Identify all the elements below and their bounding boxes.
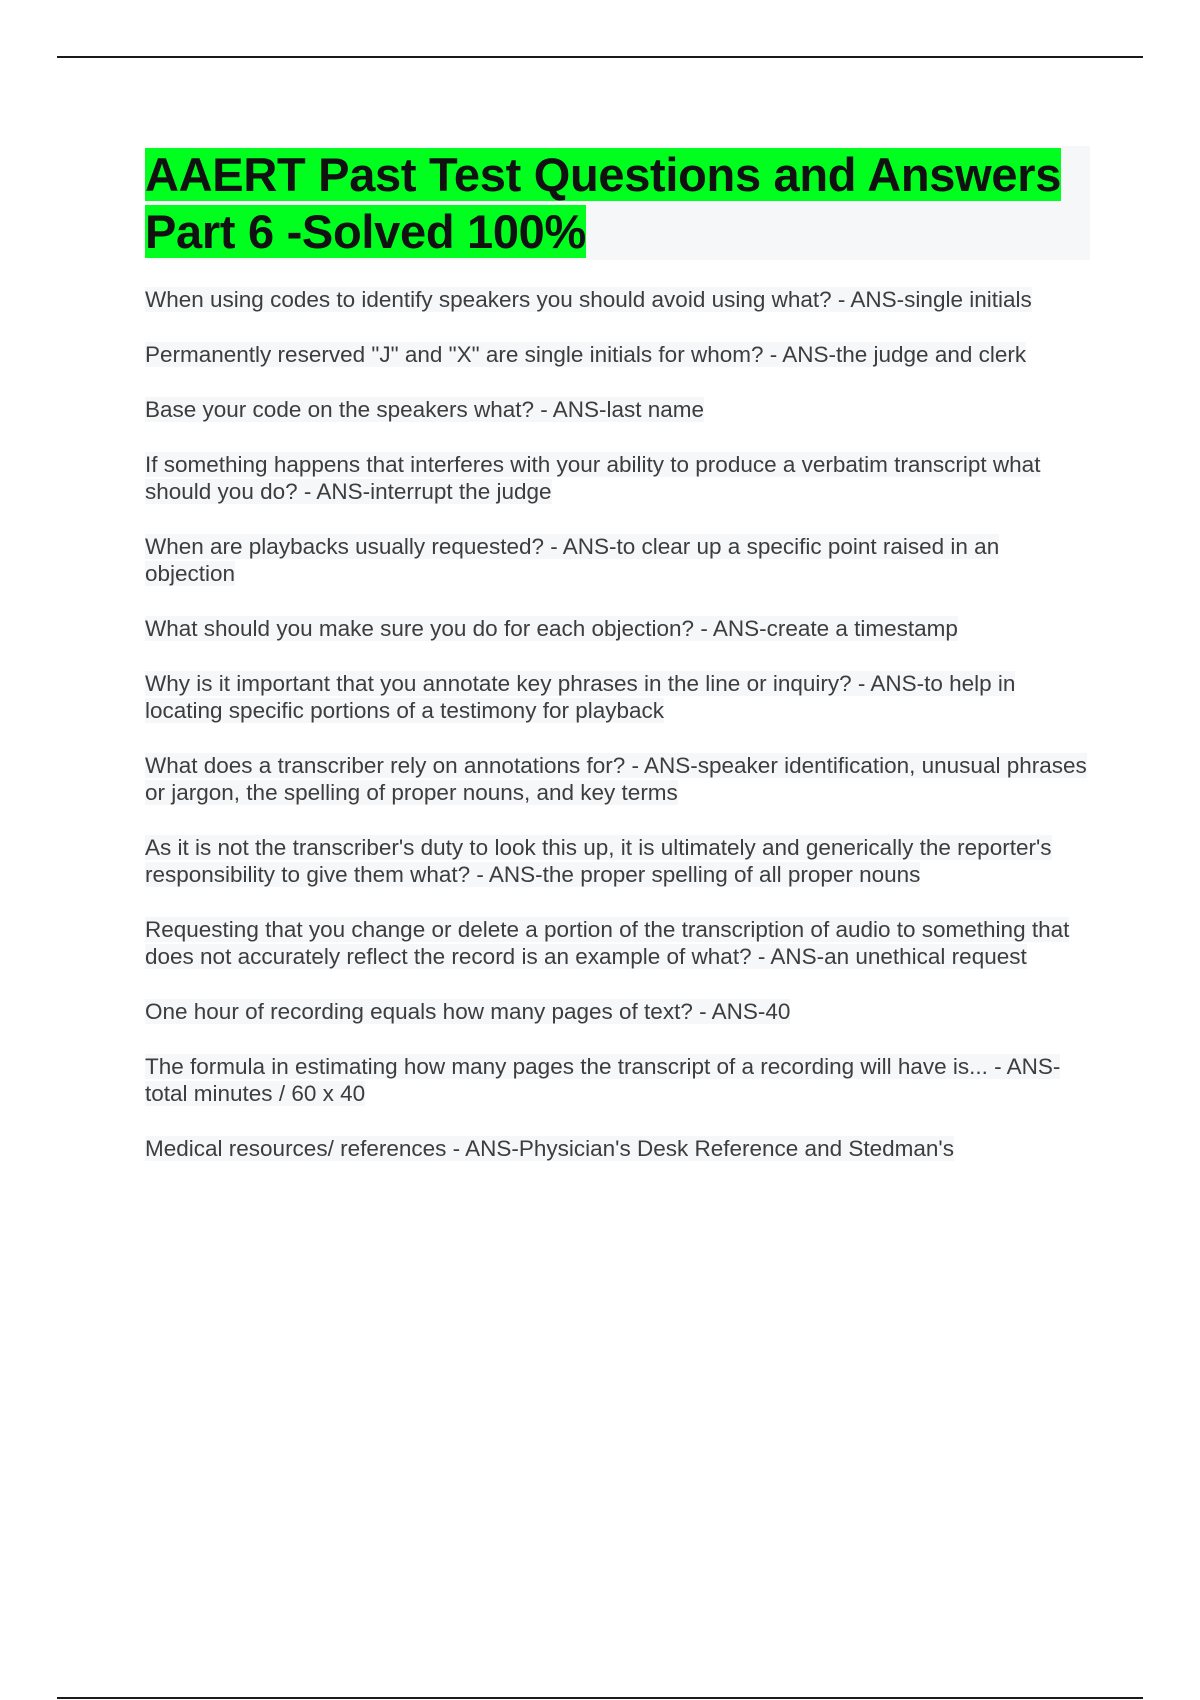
qa-item: Why is it important that you annotate key phrases in the line or inquiry? - ANS-to help in locating specific portions of a testimony for playback	[145, 671, 1016, 723]
qa-item: As it is not the transcriber's duty to look this up, it is ultimately and generically the reporter's responsibility to give them what? - ANS-the proper spelling of all proper nouns	[145, 835, 1052, 887]
document-title	[145, 146, 1090, 260]
qa-item: Medical resources/ references - ANS-Physician's Desk Reference and Stedman's	[145, 1136, 954, 1161]
qa-item: If something happens that interferes with your ability to produce a verbatim transcript what should you do? - ANS-interrupt the judge	[145, 452, 1041, 504]
qa-item: Base your code on the speakers what? - ANS-last name	[145, 397, 705, 422]
qa-item: Requesting that you change or delete a portion of the transcription of audio to something that does not accurately reflect the record is an example of what? - ANS-an unethical request	[145, 917, 1070, 969]
qa-item: The formula in estimating how many pages the transcript of a recording will have is... - ANS-total minutes / 60 x 40	[145, 1054, 1061, 1106]
bottom-rule	[57, 1697, 1143, 1699]
document-body	[145, 146, 1090, 1190]
qa-item: When using codes to identify speakers you should avoid using what? - ANS-single initials	[145, 287, 1032, 312]
qa-item: When are playbacks usually requested? - ANS-to clear up a specific point raised in an objection	[145, 534, 1000, 586]
title-block	[145, 146, 1090, 260]
top-rule	[57, 56, 1143, 58]
qa-item: Permanently reserved "J" and "X" are single initials for whom? - ANS-the judge and clerk	[145, 342, 1027, 367]
title-highlight: AAERT Past Test Questions and Answers Part 6 -Solved 100%	[145, 148, 1062, 258]
qa-item: One hour of recording equals how many pages of text? - ANS-40	[145, 999, 791, 1024]
qa-item: What does a transcriber rely on annotations for? - ANS-speaker identification, unusual phrases or jargon, the spelling of proper nouns, and key terms	[145, 753, 1087, 805]
qa-item: What should you make sure you do for each objection? - ANS-create a timestamp	[145, 616, 958, 641]
